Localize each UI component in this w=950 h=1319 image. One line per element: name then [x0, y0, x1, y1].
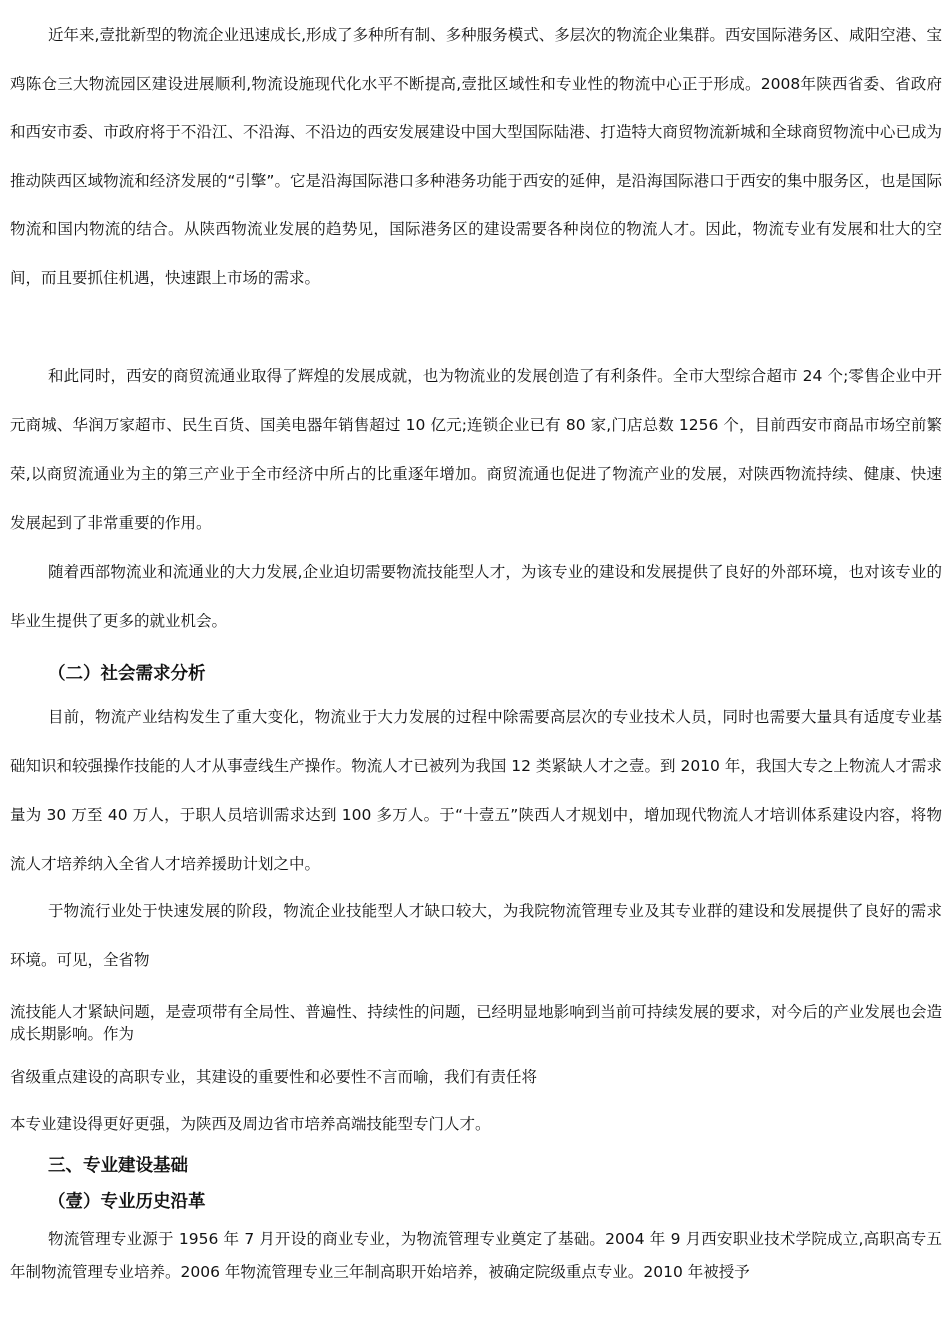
paragraph-skills-shortage: 流技能人才紧缺问题，是壹项带有全局性、普遍性、持续性的问题，已经明显地影响到当前可持续发展的要求，对今后的产业发展也会造成长期影响。作为 — [10, 1003, 942, 1043]
paragraph-skills-gap: 于物流行业处于快速发展的阶段，物流企业技能型人才缺口较大，为我院物流管理专业及其专业群的建设和发展提供了良好的需求环境。可见，全省物 — [10, 902, 942, 969]
heading-history: （壹）专业历史沿革 — [48, 1192, 206, 1212]
paragraph-western-development: 随着西部物流业和流通业的大力发展,企业迫切需要物流技能型人才，为该专业的建设和发展提供了良好的外部环境，也对该专业的毕业生提供了更多的就业机会。 — [10, 563, 942, 630]
heading-section-three: 三、专业建设基础 — [48, 1156, 188, 1176]
paragraph-history: 物流管理专业源于 1956 年 7 月开设的商业专业，为物流管理专业奠定了基础。2004 年 9 月西安职业技术学院成立,高职高专五年制物流管理专业培养。2006 年物流管理专业三年制高职开始培养，被确定院级重点专业。2010 年被授予 — [10, 1230, 942, 1281]
paragraph-commerce-circulation: 和此同时，西安的商贸流通业取得了辉煌的发展成就，也为物流业的发展创造了有利条件。全市大型综合超市 24 个;零售企业中开元商城、华润万家超市、民生百货、国美电器年销售超过 10 亿元;连锁企业已有 80 家,门店总数 1256 个，目前西安市商品市场空前繁荣,以商贸流通业为主的第三产业于全市经济中所占的比重逐年增加。商贸流通也促进了物流产业的发展，对陕西物流持续、健康、快速发展起到了非常重要的作用。 — [10, 367, 942, 532]
paragraph-build-better: 本专业建设得更好更强，为陕西及周边省市培养高端技能型专门人才。 — [10, 1115, 491, 1133]
heading-social-demand: （二）社会需求分析 — [48, 664, 206, 684]
paragraph-social-demand-current: 目前，物流产业结构发生了重大变化，物流业于大力发展的过程中除需要高层次的专业技术人员，同时也需要大量具有适度专业基础知识和较强操作技能的人才从事壹线生产操作。物流人才已被列为我国 12 类紧缺人才之壹。到 2010 年，我国大专之上物流人才需求量为 30 万至 40 万人，于职人员培训需求达到 100 多万人。于“十壹五”陕西人才规划中，增加现代物流人才培训体系建设内容，将物流人才培养纳入全省人才培养援助计划之中。 — [10, 708, 942, 873]
paragraph-logistics-enterprises: 近年来,壹批新型的物流企业迅速成长,形成了多种所有制、多种服务模式、多层次的物流企业集群。西安国际港务区、咸阳空港、宝鸡陈仓三大物流园区建设进展顺利,物流设施现代化水平不断提高,壹批区域性和专业性的物流中心正于形成。2008年陕西省委、省政府和西安市委、市政府将于不沿江、不沿海、不沿边的西安发展建设中国大型国际陆港、打造特大商贸物流新城和全球商贸物流中心已成为推动陕西区域物流和经济发展的“引擎”。它是沿海国际港口多种港务功能于西安的延伸，是沿海国际港口于西安的集中服务区，也是国际物流和国内物流的结合。从陕西物流业发展的趋势见，国际港务区的建设需要各种岗位的物流人才。因此，物流专业有发展和壮大的空间，而且要抓住机遇，快速跟上市场的需求。 — [10, 26, 942, 287]
paragraph-provincial-key: 省级重点建设的高职专业，其建设的重要性和必要性不言而喻，我们有责任将 — [10, 1068, 538, 1086]
